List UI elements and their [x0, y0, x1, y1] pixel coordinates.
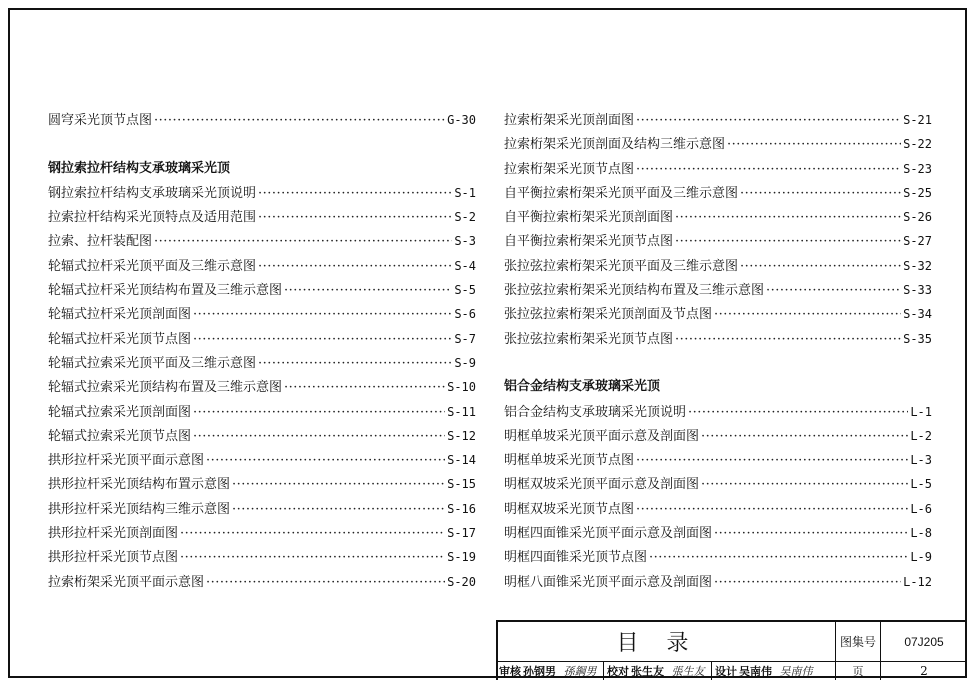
toc-entry-title: 拱形拉杆采光顶节点图 — [48, 550, 179, 566]
toc-entry-code: S-22 — [903, 137, 932, 152]
toc-entry-title: 轮辐式拉杆采光顶平面及三维示意图 — [48, 258, 257, 274]
toc-entry-code: S-20 — [447, 574, 476, 589]
toc-entry — [48, 327, 476, 351]
toc-entry-code: L-8 — [910, 526, 932, 541]
dot-leader — [284, 376, 445, 400]
toc-entry-code: S-33 — [903, 283, 932, 298]
toc-entry — [504, 181, 932, 205]
toc-entry-title: 张拉弦拉索桁架采光顶平面及三维示意图 — [504, 258, 739, 274]
toc-entry-title: 轮辐式拉索采光顶剖面图 — [48, 404, 192, 420]
toc-entry-title: 圆穹采光顶节点图 — [48, 113, 153, 128]
design-label: 设计 — [715, 665, 737, 678]
toc-entry-code: S-6 — [454, 307, 476, 322]
toc-entry-code: L-6 — [910, 501, 932, 516]
toc-entry-code: S-3 — [454, 234, 476, 249]
dot-leader — [649, 546, 908, 570]
toc-entry-code: S-26 — [903, 210, 932, 225]
dot-leader — [766, 279, 901, 303]
toc-entry — [48, 181, 476, 205]
toc-entry-code: S-1 — [454, 185, 476, 200]
page-number: 2 — [920, 664, 928, 678]
toc-entry-title: 拱形拉杆采光顶结构三维示意图 — [48, 501, 231, 517]
design-name: 吴南伟 — [739, 665, 772, 678]
dot-leader — [180, 546, 445, 570]
toc-entry — [48, 570, 476, 594]
dot-leader — [636, 498, 908, 522]
toc-entry — [504, 472, 932, 496]
dot-leader — [154, 109, 445, 133]
toc-entry-code: S-25 — [903, 185, 932, 200]
toc-entry-code: L-3 — [910, 453, 932, 468]
toc-entry-code: S-14 — [447, 453, 476, 468]
toc-entry — [48, 278, 476, 302]
dot-leader — [258, 255, 452, 279]
dot-leader — [180, 522, 445, 546]
atlas-number: 07J205 — [881, 622, 967, 662]
toc-entry-code: S-16 — [447, 501, 476, 516]
dot-leader — [154, 230, 452, 254]
dot-leader — [193, 425, 445, 449]
section-heading-text: 钢拉索拉杆结构支承玻璃采光顶 — [48, 160, 231, 176]
toc-entry-code: S-9 — [454, 355, 476, 370]
toc-entry-code: L-5 — [910, 477, 932, 492]
toc-entry-code: S-15 — [447, 477, 476, 492]
signature-row — [498, 662, 836, 680]
toc-entry-code: S-23 — [903, 161, 932, 176]
toc-entry-code: L-2 — [910, 428, 932, 443]
toc-entry-title: 张拉弦拉索桁架采光顶剖面及节点图 — [504, 307, 713, 323]
toc-entry — [504, 302, 932, 326]
toc-entry-title: 拉索拉杆结构采光顶特点及适用范围 — [48, 210, 257, 226]
dot-leader — [675, 328, 901, 352]
toc-entry — [48, 229, 476, 253]
toc-entry — [48, 448, 476, 472]
toc-left-column — [48, 108, 476, 594]
toc-entry-title: 拉索桁架采光顶剖面及结构三维示意图 — [504, 137, 726, 153]
dot-leader — [675, 230, 901, 254]
dot-leader — [701, 425, 908, 449]
blank-row — [504, 351, 932, 375]
toc-entry-title: 铝合金结构支承玻璃采光顶说明 — [504, 404, 687, 420]
toc-entry — [504, 570, 932, 594]
title-block — [496, 620, 967, 680]
dot-leader — [193, 328, 452, 352]
toc-entry-title: 自平衡拉索桁架采光顶剖面图 — [504, 210, 674, 226]
toc-entry-code: S-21 — [903, 113, 932, 127]
toc-entry-code: S-35 — [903, 331, 932, 346]
toc-entry — [504, 108, 932, 132]
toc-entry-title: 拱形拉杆采光顶剖面图 — [48, 526, 179, 542]
toc-entry — [48, 254, 476, 278]
check-signature: 張生友 — [671, 665, 705, 678]
toc-entry — [48, 351, 476, 375]
drawing-sheet — [8, 8, 967, 678]
dot-leader — [727, 133, 901, 157]
toc-entry — [504, 400, 932, 424]
toc-entry — [48, 400, 476, 424]
dot-leader — [193, 401, 445, 425]
atlas-number-label: 图集号 — [836, 622, 881, 662]
toc-entry-title: 钢拉索拉杆结构支承玻璃采光顶说明 — [48, 185, 257, 201]
toc-entry-code: S-5 — [454, 283, 476, 298]
toc-entry-title: 明框双坡采光顶平面示意及剖面图 — [504, 477, 700, 493]
toc-entry-code: S-10 — [447, 380, 476, 395]
toc-entry-code: S-17 — [447, 526, 476, 541]
toc-entry-title: 轮辐式拉杆采光顶结构布置及三维示意图 — [48, 283, 283, 299]
toc-entry-title: 明框四面锥采光顶节点图 — [504, 550, 648, 566]
review-signature: 孫鋼男 — [563, 665, 597, 678]
toc-entry-title: 轮辐式拉索采光顶节点图 — [48, 428, 192, 444]
toc-entry — [504, 545, 932, 569]
toc-entry-title: 自平衡拉索桁架采光顶平面及三维示意图 — [504, 185, 739, 201]
dot-leader — [636, 109, 901, 133]
toc-entry-code: G-30 — [447, 113, 476, 127]
toc-entry-code: S-2 — [454, 210, 476, 225]
toc-entry-code: L-12 — [903, 574, 932, 589]
toc-entry-title: 拉索桁架采光顶平面示意图 — [48, 574, 205, 590]
toc-entry — [504, 424, 932, 448]
toc-entry-title: 轮辐式拉索采光顶平面及三维示意图 — [48, 355, 257, 371]
toc-entry-title: 轮辐式拉杆采光顶节点图 — [48, 331, 192, 347]
toc-entry — [48, 497, 476, 521]
toc-entry — [504, 448, 932, 472]
toc-entry — [504, 157, 932, 181]
toc-entry — [48, 424, 476, 448]
dot-leader — [714, 522, 908, 546]
review-label: 审核 — [499, 665, 521, 678]
toc-entry — [504, 278, 932, 302]
toc-entry-title: 拱形拉杆采光顶平面示意图 — [48, 453, 205, 469]
toc-entry-code: L-1 — [910, 404, 932, 419]
review-name: 孙钢男 — [523, 665, 556, 678]
dot-leader — [714, 303, 901, 327]
toc-entry — [504, 327, 932, 351]
toc-entry-title: 拉索桁架采光顶节点图 — [504, 161, 635, 177]
dot-leader — [232, 498, 445, 522]
toc-entry-title: 明框八面锥采光顶平面示意及剖面图 — [504, 574, 713, 590]
dot-leader — [740, 255, 901, 279]
dot-leader — [206, 571, 445, 595]
toc-entry-title: 轮辐式拉索采光顶结构布置及三维示意图 — [48, 380, 283, 396]
dot-leader — [714, 571, 901, 595]
toc-entry-code: S-32 — [903, 258, 932, 273]
dot-leader — [675, 206, 901, 230]
toc-entry — [48, 108, 476, 132]
check-name: 张生友 — [631, 665, 664, 678]
toc-entry — [504, 521, 932, 545]
dot-leader — [193, 303, 452, 327]
toc-entry-code: S-12 — [447, 428, 476, 443]
dot-leader — [740, 182, 901, 206]
section-heading — [504, 375, 932, 399]
toc-entry-code: S-19 — [447, 550, 476, 565]
title-block-title: 目录 — [498, 622, 836, 662]
toc-entry-title: 拉索、拉杆装配图 — [48, 234, 153, 250]
design-signature: 吴南伟 — [779, 665, 813, 678]
toc-entry — [504, 497, 932, 521]
toc-entry — [504, 254, 932, 278]
dot-leader — [258, 352, 452, 376]
toc-entry-code: S-7 — [454, 331, 476, 346]
section-heading — [48, 157, 476, 181]
toc-entry — [48, 302, 476, 326]
toc-entry — [504, 132, 932, 156]
toc-entry — [48, 545, 476, 569]
blank-row — [48, 132, 476, 156]
check-label: 校对 — [607, 665, 629, 678]
toc-entry — [48, 375, 476, 399]
toc-entry-title: 拱形拉杆采光顶结构布置示意图 — [48, 477, 231, 493]
dot-leader — [701, 473, 908, 497]
toc-entry-title: 拉索桁架采光顶剖面图 — [504, 113, 635, 128]
toc-right-column — [504, 108, 932, 594]
dot-leader — [258, 182, 452, 206]
dot-leader — [258, 206, 452, 230]
toc-entry-title: 明框单坡采光顶节点图 — [504, 453, 635, 469]
toc-entry-code: S-34 — [903, 307, 932, 322]
toc-entry-title: 自平衡拉索桁架采光顶节点图 — [504, 234, 674, 250]
toc-entry-title: 明框单坡采光顶平面示意及剖面图 — [504, 428, 700, 444]
dot-leader — [636, 449, 908, 473]
dot-leader — [688, 401, 908, 425]
toc-entry-title: 轮辐式拉杆采光顶剖面图 — [48, 307, 192, 323]
toc-entry-code: S-27 — [903, 234, 932, 249]
page-label: 页 — [836, 662, 881, 680]
toc-entry — [504, 229, 932, 253]
section-heading-text: 铝合金结构支承玻璃采光顶 — [504, 379, 661, 395]
dot-leader — [206, 449, 445, 473]
toc-entry — [48, 472, 476, 496]
toc-entry-title: 明框双坡采光顶节点图 — [504, 501, 635, 517]
toc-entry-code: S-11 — [447, 404, 476, 419]
toc-entry — [504, 205, 932, 229]
dot-leader — [232, 473, 445, 497]
toc-entry-title: 张拉弦拉索桁架采光顶节点图 — [504, 331, 674, 347]
toc-entry-title: 张拉弦拉索桁架采光顶结构布置及三维示意图 — [504, 283, 765, 299]
toc-entry-code: L-9 — [910, 550, 932, 565]
dot-leader — [284, 279, 452, 303]
toc-entry-code: S-4 — [454, 258, 476, 273]
dot-leader — [636, 158, 901, 182]
toc-entry — [48, 521, 476, 545]
toc-entry — [48, 205, 476, 229]
toc-entry-title: 明框四面锥采光顶平面示意及剖面图 — [504, 526, 713, 542]
